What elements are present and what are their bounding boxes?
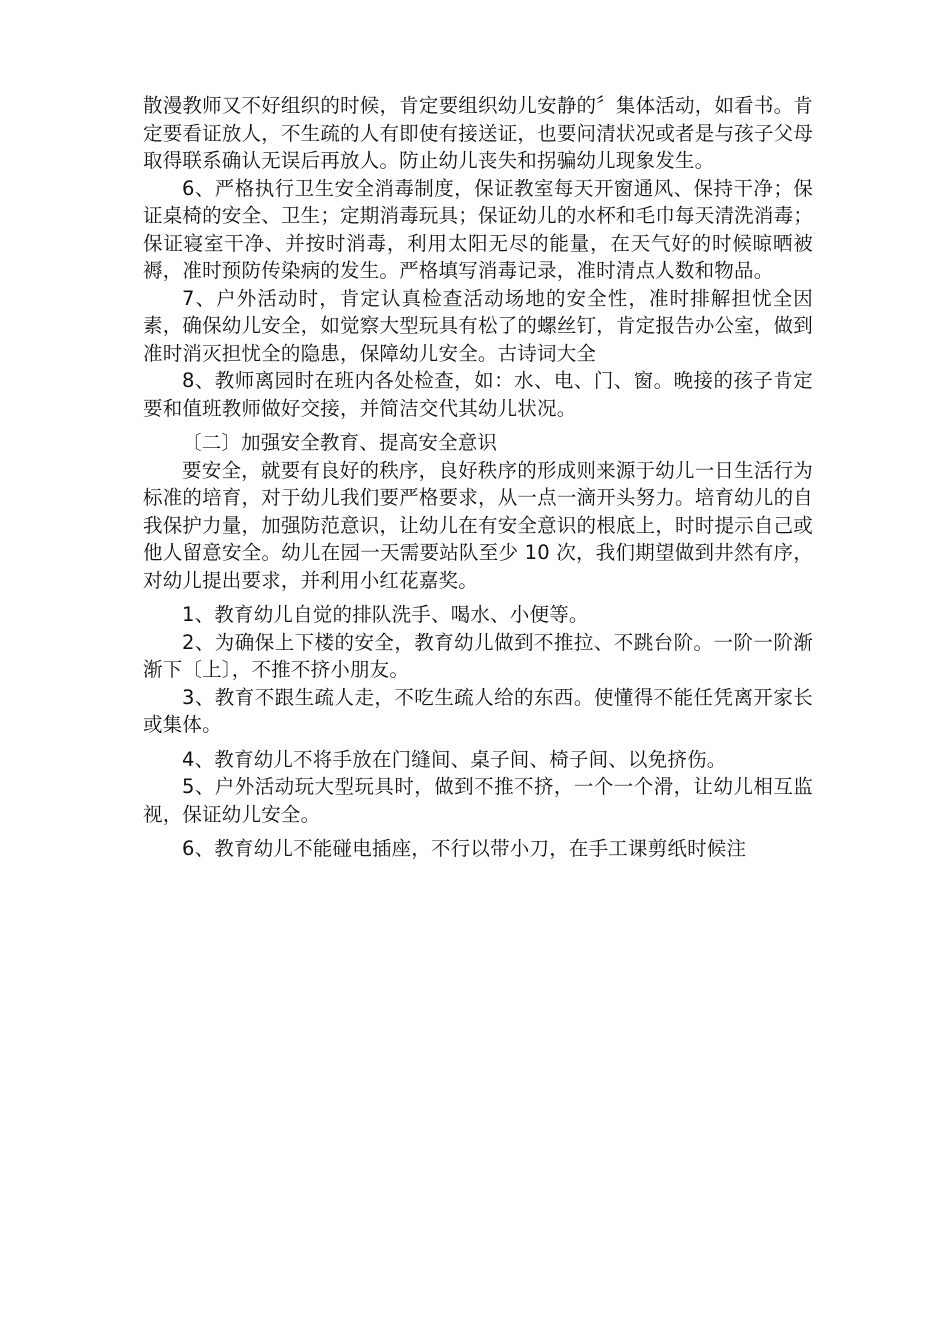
list-item-2: 2、为确保上下楼的安全，教育幼儿做到不推拉、不跳台阶。一阶一阶渐渐下〔上〕，不推不挤小朋友。 (143, 630, 813, 681)
paragraph-item-8-leaving: 8、教师离园时在班内各处检查，如：水、电、门、窗。晚接的孩子肯定要和值班教师做好交接，并简洁交代其幼儿状况。 (143, 369, 813, 420)
list-item-4: 4、教育幼儿不将手放在门缝间、桌子间、椅子间、以免挤伤。 (182, 747, 727, 771)
list-item-6: 6、教育幼儿不能碰电插座，不行以带小刀，在手工课剪纸时候注 (182, 837, 747, 860)
paragraph-item-6-disinfection: 6、严格执行卫生安全消毒制度，保证教室每天开窗通风、保持干净；保证桌椅的安全、卫生；定期消毒玩具；保证幼儿的水杯和毛巾每天清洗消毒；保证寝室干净、并按时消毒，利用太阳无尽的能量，在天气好的时候晾晒被褥，准时预防传染病的发生。严格填写消毒记录，准时清点人数和物品。 (143, 176, 813, 282)
paragraph-continuation: 散漫教师又不好组织的时候，肯定要组织幼儿安静的〞集体活动，如看书。肯定要看证放人，不生疏的人有即使有接送证，也要问清状况或者是与孩子父母取得联系确认无误后再放人。防止幼儿丧失和拐骗幼儿现象发生。 (143, 94, 813, 172)
paragraph-intro: 要安全，就要有良好的秩序，良好秩序的形成则来源于幼儿一日生活行为标准的培育，对于幼儿我们要严格要求，从一点一滴开头努力。培育幼儿的自我保护力量，加强防范意识，让幼儿在有安全意识的根底上，时时提示自己或他人留意安全。幼儿在园一天需要站队至少 10 次，我们期望做到井然有序，对幼儿提出要求，并利用小红花嘉奖。 (143, 458, 813, 592)
list-item-5: 5、户外活动玩大型玩具时，做到不推不挤，一个一个滑，让幼儿相互监视，保证幼儿安全。 (143, 775, 813, 826)
list-item-3: 3、教育不跟生疏人走，不吃生疏人给的东西。使懂得不能任凭离开家长或集体。 (143, 685, 813, 736)
body-text (143, 92, 813, 863)
list-item-1: 1、教育幼儿自觉的排队洗手、喝水、小便等。 (182, 603, 589, 626)
paragraph-item-7-outdoor: 7、户外活动时，肯定认真检查活动场地的安全性，准时排解担忧全因素，确保幼儿安全，如觉察大型玩具有松了的螺丝钉，肯定报告办公室，做到准时消灭担忧全的隐患，保障幼儿安全。古诗词大全 (143, 286, 813, 365)
section-heading: 〔二〕加强安全教育、提高安全意识 (182, 431, 498, 454)
